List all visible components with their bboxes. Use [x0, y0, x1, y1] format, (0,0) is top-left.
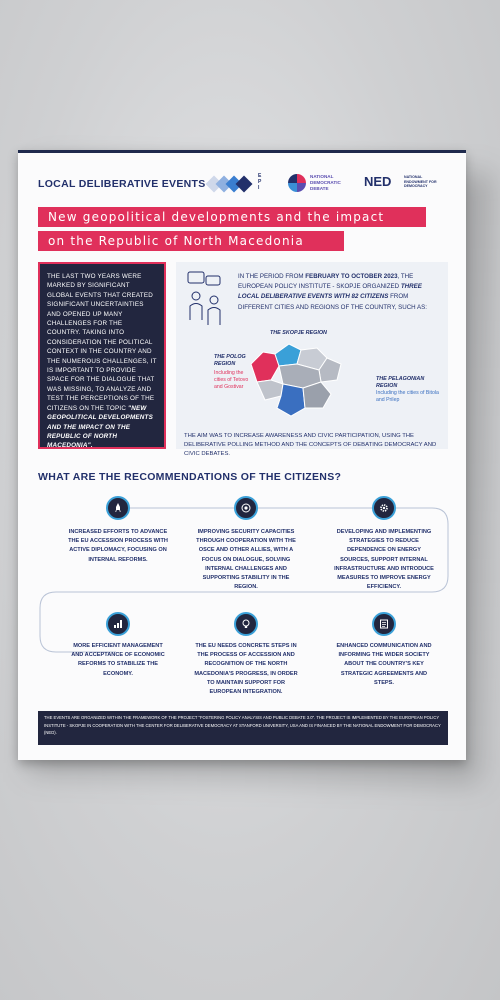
- rocket-icon: [106, 496, 130, 520]
- header-title: LOCAL DELIBERATIVE EVENTS: [38, 178, 206, 190]
- context-topic: "NEW GEOPOLITICAL DEVELOPMENTS AND THE IMPACT ON THE REPUBLIC OF NORTH MACEDONIA".: [47, 404, 153, 450]
- recommendations-flow: [36, 506, 452, 696]
- epi-logo: [206, 174, 266, 194]
- ned-logo-mark: NED: [364, 174, 392, 189]
- gear-icon: [372, 496, 396, 520]
- events-period: FEBRUARY TO OCTOBER 2023: [305, 273, 398, 280]
- epi-logo-text: E P I: [258, 173, 262, 191]
- context-box: [38, 262, 166, 449]
- headline-line-2: on the Republic of North Macedonia: [38, 231, 344, 251]
- recommendation-5: THE EU NEEDS CONCRETE STEPS IN THE PROCESS OF ACCESSION AND RECOGNITION OF THE NORTH MACEDONIA'S PROGRESS, IN ORDER TO MAINTAIN SUPPORT FOR EUROPEAN INTEGRATION.: [194, 643, 298, 696]
- lightbulb-icon: [234, 612, 258, 636]
- events-highlight: THREE LOCAL DELIBERATIVE EVENTS WITH 82 CITIZENS: [238, 283, 422, 301]
- partner-logos: [206, 172, 451, 196]
- ndd-logo: [288, 172, 358, 196]
- events-intro: IN THE PERIOD FROM FEBRUARY TO OCTOBER 2023, THE EUROPEAN POLICY INSTITUTE - SKOPJE ORGANIZED THREE LOCAL DELIBERATIVE EVENTS WITH 82 CITIZENS FROM DIFFERENT CITIES AND REGIONS OF THE COUNTRY, SUCH AS:: [238, 273, 427, 311]
- recommendation-4: MORE EFFICIENT MANAGEMENT AND ACCEPTANCE OF ECONOMIC REFORMS TO STABILIZE THE ECONOMY.: [71, 643, 165, 677]
- recommendations-title: WHAT ARE THE RECOMMENDATIONS OF THE CITIZENS?: [38, 471, 342, 483]
- region-skopje-label: THE SKOPJE REGION: [270, 330, 327, 336]
- document-icon: [372, 612, 396, 636]
- region-pelagonian-label: THE PELAGONIAN REGION: [376, 376, 425, 389]
- recommendation-6: ENHANCED COMMUNICATION AND INFORMING THE WIDER SOCIETY ABOUT THE COUNTRY'S KEY STRATEGIC AGREEMENTS AND STEPS.: [336, 643, 432, 686]
- target-icon: [234, 496, 258, 520]
- headline-line-1: New geopolitical developments and the impact: [38, 207, 426, 227]
- region-polog-detail: Including the cities of Tetovo and Gostivar: [214, 370, 249, 390]
- region-polog-label: THE POLOG REGION: [214, 354, 246, 367]
- top-accent-bar: [18, 150, 466, 153]
- flyer-page: [18, 150, 466, 760]
- recommendation-2: IMPROVING SECURITY CAPACITIES THROUGH COOPERATION WITH THE OSCE AND OTHER ALLIES, WITH A FOCUS ON DIALOGUE, SOLVING INTERNAL CHALLENGES AND SUPPORTING STABILITY IN THE REGION.: [196, 529, 296, 591]
- people-icon: [186, 270, 226, 330]
- ned-logo: [364, 172, 454, 196]
- ned-logo-text: NATIONAL ENDOWMENT FOR DEMOCRACY: [404, 175, 437, 188]
- region-pelagonian-detail: Including the cities of Bitola and Prilep: [376, 390, 439, 403]
- ndd-logo-text: NATIONAL DEMOCRATIC DEBATE: [310, 174, 341, 191]
- recommendation-1: INCREASED EFFORTS TO ADVANCE THE EU ACCESSION PROCESS WITH ACTIVE DIPLOMACY, FOCUSING ON INTERNAL REFORMS.: [68, 529, 168, 563]
- context-text: THE LAST TWO YEARS WERE MARKED BY SIGNIFICANT GLOBAL EVENTS THAT CREATED SIGNIFICANT UNCERTAINTIES AND OPENED UP MANY CHALLENGES FOR THE COUNTRY. TAKING INTO CONSIDERATION THE POLITICAL CONTEXT IN THE COUNTRY AND THE NUMEROUS CHALLENGES, IT IS IMPORTANT TO PROVIDE SPACE FOR THE DIALOGUE THAT WAS MISSING, TO ANALYZE AND TEST THE PERCEPTIONS OF THE CITIZENS ON THE TOPIC: [47, 273, 157, 412]
- bar-chart-icon: [106, 612, 130, 636]
- events-panel: [176, 262, 448, 457]
- recommendation-3: DEVELOPING AND IMPLEMENTING STRATEGIES TO REDUCE DEPENDENCE ON ENERGY SOURCES, SUPPORT INTERNAL INFRASTRUCTURE AND INTRODUCE MEASURES TO IMPROVE ENERGY EFFICIENCY.: [334, 529, 434, 591]
- footer-note: THE EVENTS ARE ORGANIZED WITHIN THE FRAMEWORK OF THE PROJECT "FOSTERING POLICY ANALYSIS AND PUBLIC DEBATE 3.0". THE PROJECT IS IMPLEMENTED BY THE EUROPEAN POLICY INSTITUTE - SKOPJE IN COOPERATION WITH THE CENTER FOR DELIBERATIVE DEMOCRACY AT STANFORD UNIVERSITY, USA AND IS FINANCED BY THE NATIONAL ENDOWMENT FOR DEMOCRACY (NED).: [38, 711, 448, 745]
- events-aim: THE AIM WAS TO INCREASE AWARENESS AND CIVIC PARTICIPATION, USING THE DELIBERATIVE POLLING METHOD AND THE CONCEPTS OF DEBATING DEMOCRACY AND CIVIC DEBATES.: [184, 433, 437, 457]
- ndd-logo-mark: [288, 174, 306, 192]
